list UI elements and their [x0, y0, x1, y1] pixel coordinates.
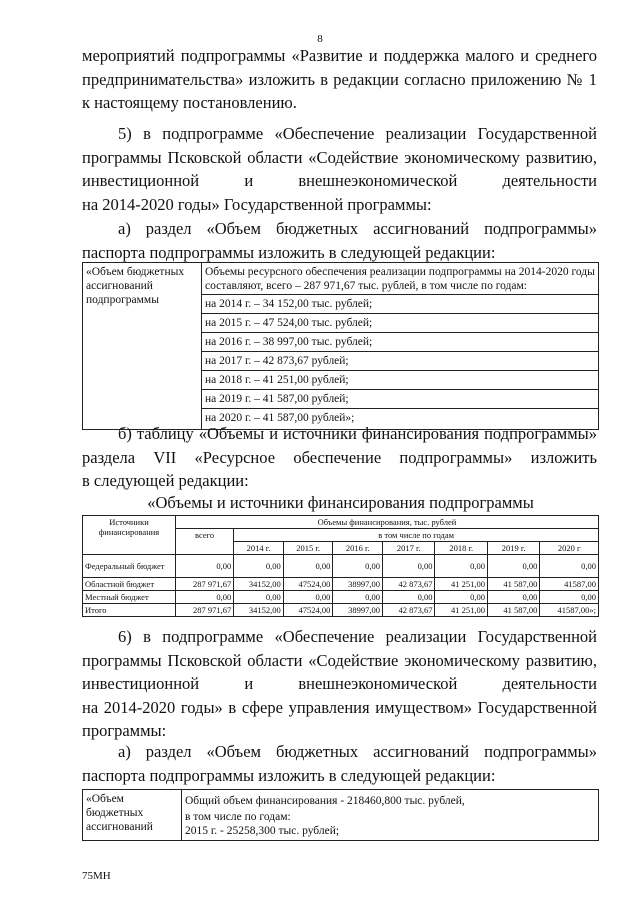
text-line: мероприятий подпрограммы «Развитие и поддержка малого и среднего: [82, 46, 597, 65]
cell-value: 42 873,67: [383, 604, 435, 617]
passport-year-line: на 2015 г. – 47 524,00 тыс. рублей;: [202, 314, 598, 333]
passport-label: «Объем бюджетных ассигнований подпрограммы: [83, 263, 202, 430]
passport-table-2: [82, 789, 599, 841]
header-volumes: Объемы финансирования, тыс. рублей: [176, 516, 599, 529]
cell-total: 0,00: [176, 591, 234, 604]
cell-value: 0,00: [383, 591, 435, 604]
row-label: Федеральный бюджет: [83, 555, 176, 578]
text-line: «Объемы и источники финансирования подпрограммы: [147, 493, 534, 512]
table-row: [83, 591, 599, 604]
cell-value: 47524,00: [283, 604, 333, 617]
cell-value: 0,00: [487, 555, 539, 578]
passport-line: в том числе по годам:: [185, 811, 291, 823]
header-year: 2020 г: [540, 542, 599, 555]
passport-year-line: на 2020 г. – 41 587,00 рублей»;: [205, 412, 355, 424]
text-line: а) раздел «Объем бюджетных ассигнований подпрограммы»: [118, 742, 597, 761]
cell-value: 0,00: [487, 591, 539, 604]
text-line: инвестиционной и внешнеэкономической деятельности: [82, 674, 597, 693]
cell-value: 38997,00: [333, 604, 383, 617]
table-row: [83, 578, 599, 591]
intro-paragraph: [82, 44, 597, 115]
text-line: 5) в подпрограмме «Обеспечение реализации Государственной: [118, 124, 597, 143]
cell-value: 0,00: [435, 591, 487, 604]
text-line: б) таблицу «Объемы и источники финансирования подпрограммы»: [118, 424, 597, 443]
header-total: всего: [176, 529, 234, 555]
table-row: [83, 555, 599, 578]
passport-year-line: на 2019 г. – 41 587,00 рублей;: [202, 390, 598, 409]
header-year: 2018 г.: [435, 542, 487, 555]
text-line: раздела VII «Ресурсное обеспечение подпрограммы» изложить: [82, 447, 597, 467]
passport-content: [182, 790, 599, 841]
item-5b-paragraph: [82, 422, 597, 493]
cell-value: 42 873,67: [383, 578, 435, 591]
cell-value: 0,00: [283, 555, 333, 578]
text-line: программы Псковской области «Содействие экономическому развитию,: [82, 650, 597, 670]
text-line: паспорта подпрограммы изложить в следующей редакции:: [82, 242, 496, 262]
text-line: паспорта подпрограммы изложить в следующей редакции:: [82, 765, 496, 785]
table-row: [83, 604, 599, 617]
text-line: к настоящему постановлению.: [82, 93, 297, 112]
cell-value: 0,00: [435, 555, 487, 578]
text-line: на 2014-2020 годы» Государственной программы:: [82, 194, 432, 214]
cell-value: 41 587,00: [487, 578, 539, 591]
cell-value: 0,00: [333, 555, 383, 578]
cell-value: 0,00: [540, 555, 599, 578]
text-line: на 2014-2020 годы» в сфере управления имуществом» Государственной: [82, 697, 597, 717]
passport-content: [202, 263, 599, 430]
header-year: 2014 г.: [234, 542, 284, 555]
header-year: 2017 г.: [383, 542, 435, 555]
passport-table-1: [82, 262, 599, 430]
cell-value: 0,00: [383, 555, 435, 578]
text-line: программы:: [82, 721, 167, 740]
cell-total: 287 971,67: [176, 578, 234, 591]
item-5a-paragraph: [82, 217, 597, 264]
footer-code: 75МН: [82, 870, 111, 882]
passport-line: 2015 г. - 25258,300 тыс. рублей;: [185, 825, 340, 837]
item-6-paragraph: [82, 625, 597, 743]
cell-value: 41 251,00: [435, 578, 487, 591]
header-year: 2016 г.: [333, 542, 383, 555]
row-label: Местный бюджет: [83, 591, 176, 604]
cell-total: 287 971,67: [176, 604, 234, 617]
cell-value: 41587,00»;: [540, 604, 599, 617]
cell-value: 47524,00: [283, 578, 333, 591]
cell-value: 0,00: [283, 591, 333, 604]
header-source: Источники финансирования: [83, 516, 176, 555]
cell-total: 0,00: [176, 555, 234, 578]
row-label: Итого: [83, 604, 176, 617]
cell-value: 0,00: [234, 591, 284, 604]
cell-value: 41 251,00: [435, 604, 487, 617]
text-line: программы Псковской области «Содействие экономическому развитию,: [82, 147, 597, 167]
cell-value: 0,00: [234, 555, 284, 578]
passport-label: «Объем бюджетных ассигнований: [83, 790, 182, 841]
passport-line: Общий объем финансирования - 218460,800 тыс. рублей,: [185, 795, 465, 807]
text-line: предпринимательства» изложить в редакции согласно приложению № 1: [82, 69, 597, 89]
item-6a-paragraph: [82, 740, 597, 787]
cell-value: 34152,00: [234, 604, 284, 617]
passport-year-line: на 2016 г. – 38 997,00 тыс. рублей;: [202, 333, 598, 352]
financing-table: [82, 515, 599, 617]
table-title: [82, 491, 599, 515]
passport-year-line: на 2018 г. – 41 251,00 рублей;: [202, 371, 598, 390]
text-line: инвестиционной и внешнеэкономической деятельности: [82, 171, 597, 190]
row-label: Областной бюджет: [83, 578, 176, 591]
header-year: 2015 г.: [283, 542, 333, 555]
text-line: а) раздел «Объем бюджетных ассигнований подпрограммы»: [118, 219, 597, 238]
passport-year-line: на 2017 г. – 42 873,67 рублей;: [202, 352, 598, 371]
passport-year-line: на 2014 г. – 34 152,00 тыс. рублей;: [202, 295, 598, 314]
passport-head: Объемы ресурсного обеспечения реализации подпрограммы на 2014-2020 годы составляют, всего – 287 971,67 тыс. рублей, в том числе по годам:: [202, 265, 598, 295]
cell-value: 41587,00: [540, 578, 599, 591]
cell-value: 0,00: [333, 591, 383, 604]
page-number: 8: [317, 33, 323, 45]
cell-value: 0,00: [540, 591, 599, 604]
text-line: в следующей редакции:: [82, 471, 249, 490]
header-by-years: в том числе по годам: [234, 529, 599, 542]
item-5-paragraph: [82, 122, 597, 216]
cell-value: 38997,00: [333, 578, 383, 591]
header-year: 2019 г.: [487, 542, 539, 555]
cell-value: 34152,00: [234, 578, 284, 591]
text-line: 6) в подпрограмме «Обеспечение реализации Государственной: [118, 627, 597, 646]
cell-value: 41 587,00: [487, 604, 539, 617]
